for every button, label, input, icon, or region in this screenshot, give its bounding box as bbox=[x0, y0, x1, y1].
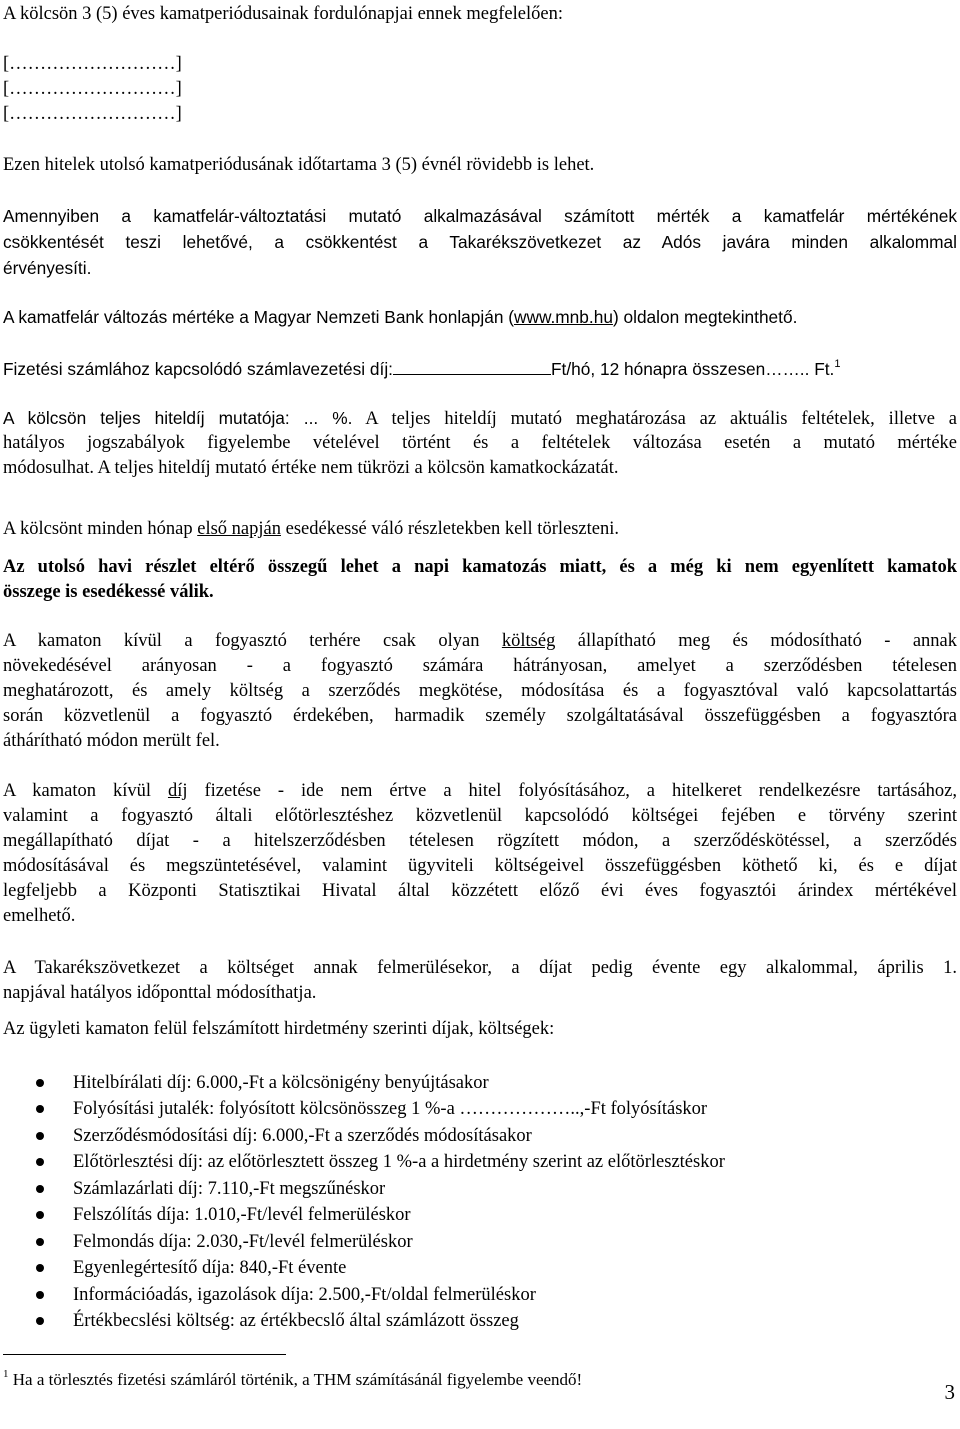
thm-lead: A kölcsön teljes hiteldíj mutatója: ... %. bbox=[3, 408, 353, 428]
amennyiben-line-3: érvényesíti. bbox=[3, 258, 92, 278]
intro-text: A kölcsön 3 (5) éves kamatperiódusainak fordulónapjai ennek megfelelően: bbox=[3, 4, 563, 24]
list-item: Egyenlegértesítő díja: 840,-Ft évente bbox=[73, 1258, 347, 1278]
bullet-icon bbox=[36, 1079, 44, 1087]
bullet-icon bbox=[36, 1132, 44, 1140]
koltseg-before: A kamaton kívül a fogyasztó terhére csak olyan bbox=[3, 631, 480, 651]
koltseg-line-3: meghatározott, és amely költség a szerződés megkötése, módosítása és a fogyasztóval való kapcsolattartás bbox=[3, 681, 957, 701]
mnb-link[interactable]: www.mnb.hu bbox=[514, 307, 613, 327]
dij-line-1 bbox=[3, 779, 957, 803]
account-fee-line bbox=[3, 357, 840, 381]
due-after: esedékessé váló részletekben kell törleszteni. bbox=[280, 519, 619, 539]
dij-line-5: legfeljebb a Központi Statisztikai Hivatal által közzétett előző évi éves fogyasztói árindex mértékével bbox=[3, 881, 957, 901]
footnote-number: 1 bbox=[3, 1368, 9, 1380]
due-before: A kölcsönt minden hónap bbox=[3, 519, 198, 539]
footnote bbox=[3, 1368, 582, 1392]
bullet-icon bbox=[36, 1238, 44, 1246]
list-item: Számlazárlati díj: 7.110,-Ft megszűnéskor bbox=[73, 1179, 386, 1199]
date-placeholder-3: [………………………] bbox=[3, 104, 182, 124]
list-item: Hitelbírálati díj: 6.000,-Ft a kölcsönigény benyújtásakor bbox=[73, 1073, 489, 1093]
koltseg-link[interactable]: költség bbox=[501, 631, 556, 651]
list-item: Felszólítás díja: 1.010,-Ft/levél felmerüléskor bbox=[73, 1205, 411, 1225]
amennyiben-line-2: csökkentését teszi lehetővé, a csökkentést a Takarékszövetkezet az Adós javára minden alkalommal bbox=[3, 232, 957, 252]
modify-line-1: A Takarékszövetkezet a költséget annak felmerülésekor, a díjat pedig évente egy alkalommal, április 1. bbox=[3, 958, 957, 978]
account-fee-blank bbox=[393, 358, 551, 375]
bullet-icon bbox=[36, 1105, 44, 1113]
list-item: Információadás, igazolások díja: 2.500,-Ft/oldal felmerüléskor bbox=[73, 1285, 536, 1305]
account-fee-label: Fizetési számlához kapcsolódó számlavezetési díj: bbox=[3, 359, 393, 379]
thm-line-1-rest: A teljes hiteldíj mutató meghatározása az aktuális feltételek, illetve a bbox=[365, 409, 957, 429]
due-paragraph bbox=[3, 517, 619, 541]
bold-note-line-2: összege is esedékessé válik. bbox=[3, 582, 214, 602]
bullet-icon bbox=[36, 1291, 44, 1299]
dij-link[interactable]: díj bbox=[167, 781, 188, 801]
modify-line-2: napjával hatályos időponttal módosíthatja. bbox=[3, 983, 317, 1003]
dij-line-3: megállapítható díjat - a hitelszerződésben tételesen rögzített módon, a szerződéskötéssel, a szerződés bbox=[3, 831, 957, 851]
date-placeholder-2: [………………………] bbox=[3, 79, 182, 99]
dij-after: fizetése - ide nem értve a hitel folyósításához, a hitelkeret rendelkezésre tartásához, bbox=[204, 781, 958, 801]
koltseg-after: állapítható meg és módosítható - annak bbox=[577, 631, 957, 651]
footnote-ref: 1 bbox=[834, 358, 841, 370]
thm-line-1 bbox=[3, 406, 957, 431]
dij-line-4: módosításával és megszüntetésével, valamint ügyviteli költségeivel összefüggésben köthető ki, és e díjat bbox=[3, 856, 957, 876]
list-item: Felmondás díja: 2.030,-Ft/levél felmerüléskor bbox=[73, 1232, 413, 1252]
mnb-text-after: ) oldalon megtekinthető. bbox=[612, 307, 798, 327]
koltseg-line-4: során közvetlenül a fogyasztó érdekében, harmadik személy szolgáltatásával összefüggésben a fogyasztóra bbox=[3, 706, 957, 726]
mnb-text-before: A kamatfelár változás mértéke a Magyar Nemzeti Bank honlapján ( bbox=[3, 307, 514, 327]
fees-intro: Az ügyleti kamaton felül felszámított hirdetmény szerinti díjak, költségek: bbox=[3, 1019, 555, 1039]
date-placeholder-1: [………………………] bbox=[3, 54, 182, 74]
account-fee-currency: Ft. bbox=[814, 359, 835, 379]
koltseg-line-1 bbox=[3, 629, 957, 653]
bullet-icon bbox=[36, 1158, 44, 1166]
shorter-period-text: Ezen hitelek utolsó kamatperiódusának időtartama 3 (5) évnél rövidebb is lehet. bbox=[3, 155, 595, 175]
dij-line-2: valamint a fogyasztó általi előtörlesztéshez közvetlenül kapcsolódó költségei fejében e törvény szerint bbox=[3, 806, 957, 826]
bullet-icon bbox=[36, 1264, 44, 1272]
bullet-icon bbox=[36, 1317, 44, 1325]
footnote-text: Ha a törlesztés fizetési számláról történik, a THM számításánál figyelembe veendő! bbox=[12, 1370, 583, 1389]
list-item: Előtörlesztési díj: az előtörlesztett összeg 1 %-a a hirdetmény szerint az előtörlesztéskor bbox=[73, 1152, 725, 1172]
bold-note-line-1: Az utolsó havi részlet eltérő összegű lehet a napi kamatozás miatt, és a még ki nem egyenlített kamatok bbox=[3, 557, 957, 577]
bullet-icon bbox=[36, 1185, 44, 1193]
dij-line-6: emelhető. bbox=[3, 906, 76, 926]
amennyiben-line-1: Amennyiben a kamatfelár-változtatási mutató alkalmazásával számított mérték a kamatfelár mértékének bbox=[3, 206, 957, 226]
koltseg-line-5: áthárítható módon merült fel. bbox=[3, 731, 220, 751]
bullet-icon bbox=[36, 1211, 44, 1219]
page-number: 3 bbox=[944, 1380, 955, 1404]
account-fee-unit: Ft/hó, 12 hónapra összesen…….. bbox=[550, 359, 810, 379]
dij-before: A kamaton kívül bbox=[3, 781, 151, 801]
thm-line-2: hatályos jogszabályok figyelembe vételével történt és a feltételek változása esetén a mutató mértéke bbox=[3, 433, 957, 453]
list-item: Folyósítási jutalék: folyósított kölcsönösszeg 1 %-a ………………..,-Ft folyósításkor bbox=[73, 1099, 708, 1119]
mnb-paragraph bbox=[3, 305, 797, 329]
thm-line-3: módosulhat. A teljes hiteldíj mutató értéke nem tükrözi a kölcsön kamatkockázatát. bbox=[3, 458, 619, 478]
footnote-divider bbox=[3, 1354, 286, 1355]
list-item: Szerződésmódosítási díj: 6.000,-Ft a szerződés módosításakor bbox=[73, 1126, 532, 1146]
list-item: Értékbecslési költség: az értékbecslő által számlázott összeg bbox=[73, 1311, 519, 1331]
koltseg-line-2: növekedésével arányosan - a fogyasztó számára hátrányosan, amelyet a szerződésben tételesen bbox=[3, 656, 957, 676]
due-underlined: első napján bbox=[197, 519, 281, 539]
